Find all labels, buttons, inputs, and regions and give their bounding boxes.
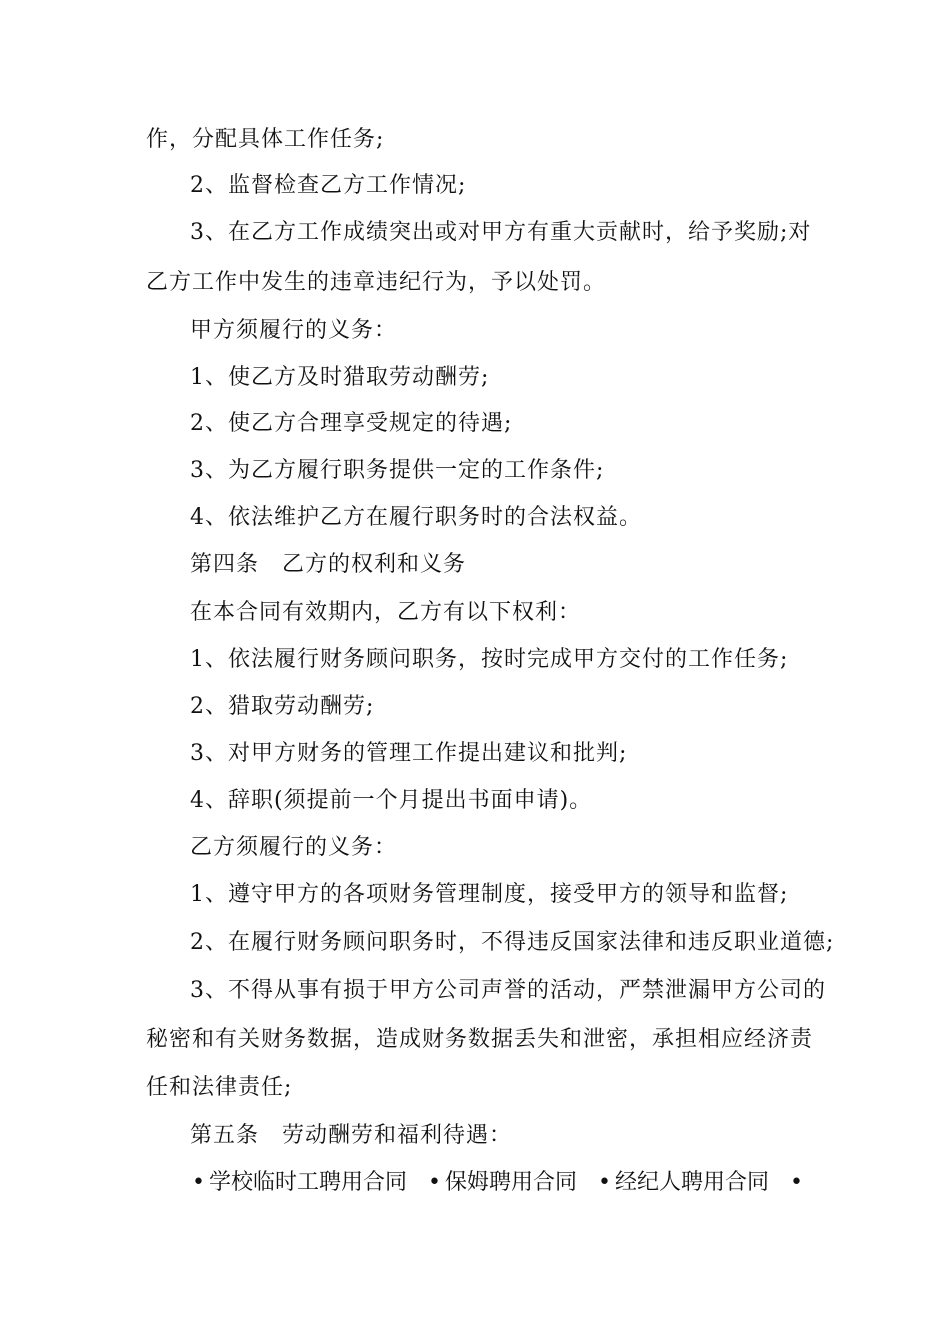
text-line: 甲方须履行的义务： [190,318,398,343]
text-line: 乙方工作中发生的违章违纪行为，予以处罚。 [146,270,607,295]
bullet-icon: • [428,1170,441,1195]
related-links [192,1170,807,1196]
text-line: 2、在履行财务顾问职务时，不得违反国家法律和违反职业道德; [190,930,835,955]
text-line: 1、使乙方及时猎取劳动酬劳; [190,365,490,390]
text-line: 3、在乙方工作成绩突出或对甲方有重大贡献时，给予奖励;对 [190,220,812,245]
section-heading: 第四条 乙方的权利和义务 [190,552,467,577]
bullet-icon: • [790,1170,803,1195]
text-line: 任和法律责任; [146,1075,293,1100]
related-link[interactable]: 学校临时工聘用合同 [208,1170,407,1195]
text-line: 乙方须履行的义务： [190,835,398,860]
text-line: 3、对甲方财务的管理工作提出建议和批判; [190,741,628,766]
bullet-icon: • [192,1170,205,1195]
related-link[interactable]: 经纪人聘用合同 [614,1170,769,1195]
related-link[interactable]: 保姆聘用合同 [444,1170,577,1195]
section-heading: 第五条 劳动酬劳和福利待遇： [190,1123,513,1148]
text-line: 3、为乙方履行职务提供一定的工作条件; [190,458,605,483]
text-line: 4、辞职(须提前一个月提出书面申请)。 [190,788,593,813]
text-line: 在本合同有效期内，乙方有以下权利： [190,600,582,625]
text-line: 1、依法履行财务顾问职务，按时完成甲方交付的工作任务; [190,647,789,672]
text-line: 2、使乙方合理享受规定的待遇; [190,411,513,436]
text-line: 1、遵守甲方的各项财务管理制度，接受甲方的领导和监督; [190,882,789,907]
text-line: 作，分配具体工作任务; [146,127,385,152]
text-line: 3、不得从事有损于甲方公司声誉的活动，严禁泄漏甲方公司的 [190,978,826,1003]
bullet-icon: • [598,1170,611,1195]
text-line: 秘密和有关财务数据，造成财务数据丢失和泄密，承担相应经济责 [146,1027,814,1052]
text-line: 4、依法维护乙方在履行职务时的合法权益。 [190,505,642,530]
text-line: 2、监督检查乙方工作情况; [190,173,467,198]
text-line: 2、猎取劳动酬劳; [190,694,375,719]
